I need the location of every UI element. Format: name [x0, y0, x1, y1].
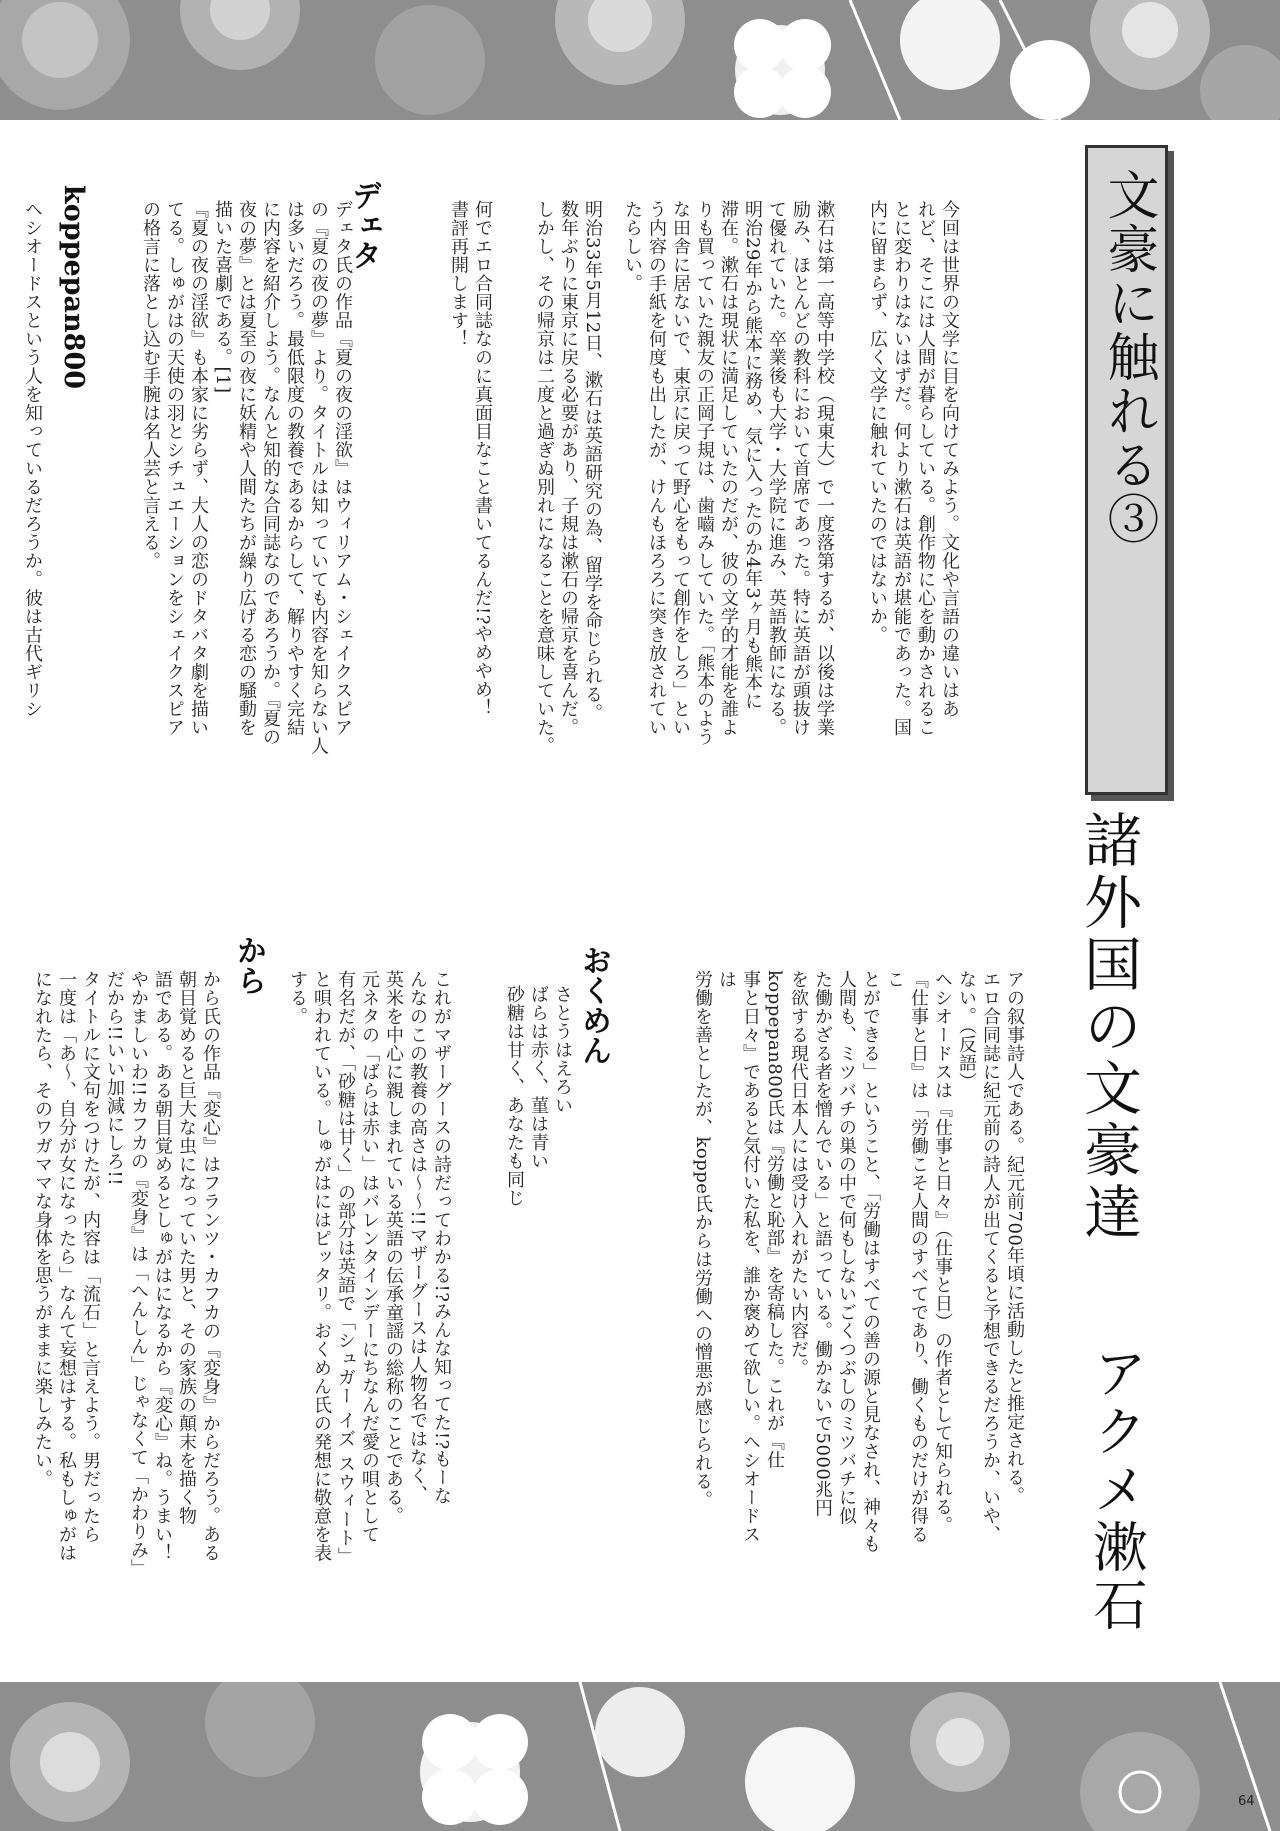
- intro-paragraph: 今回は世界の文学に目を向けてみよう。文化や言語の違いはあ れど、そこには人間が暮らしている。創作物に心を動かされるこ とに変わりはないはずだ。何より漱石は英語が堪能であった。国 内に留まらず、広く文学に触れていたのではないか。: [867, 200, 960, 737]
- soseki-paragraph-2: 明治33年5月12日、漱石は英語研究の為、留学を命じられる。 数年ぶりに東京に戻る必要があり、子規は漱石の帰京を喜んだ。 しかし、その帰京は二度と過ぎぬ別れになることを意味していた。: [534, 200, 603, 755]
- soseki-paragraph-1: 漱石は第一高等中学校（現東大）で一度落第するが、以後は学業 励み、ほとんどの教科において首席であった。特に英語が頭抜け て優れていた。卒業後も大学・大学院に進み、英語教師になる。 明治29年から熊本に務め、気に入ったのか4年3ヶ月も熊本に 滞在。漱石は現状に満足していたのだが、彼の文学的才能を誰よ りも買っていた親友の正岡子規は、歯嚙みしていた。「熊本のよう な田舎に居ないで、東京に戻って野心をもって創作をしろ」とい う内容の手紙を何度も出したが、けんもほろろに突き放されてい たらしい。: [622, 200, 835, 746]
- heading-okumen: おくめん: [576, 945, 611, 1065]
- page-number: 64: [1238, 1794, 1255, 1809]
- heading-deta: デェタ: [346, 180, 381, 270]
- soseki-paragraph-3: 何でエロ合同誌なのに真面目なこと書いてるんだ!?やめやめ！ 書評再開します！: [448, 200, 493, 718]
- okumen-poem: さとうはえろい ばらは赤く、菫は青い 砂糖は甘く、あなたも同じ: [504, 985, 573, 1207]
- heading-koppepan800: koppepan800: [58, 185, 89, 390]
- heading-kara: から: [231, 935, 266, 995]
- okumen-review: これがマザーグースの詩だってわかる!?みんな知ってた!?もーな んなのこの教養の高さは〜〜!!マザーグースは人物名ではなく、 英米を中心に親しまれている英語の伝承童謡の総称のことである。 元ネタの「ばらは赤い」はバレンタインデーにちなんだ愛の唄として 有名だが、「砂糖は甘く」の部分は英語で「シュガー イズ スウィート」 と唄われている。しゅがはにはピッタリ。おくめん氏の発想に敬意を表 する。: [287, 970, 452, 1566]
- deta-review: デェタ氏の作品『夏の夜の淫欲』はウィリアム・シェイクスピア の『夏の夜の夢』より。タイトルは知っていても内容を知らない人 は多いだろう。最低限度の教養であるからして、解りやすく完結 に内容を紹介しよう。なんと知的な合同誌なのであろうか。『夏の 夜の夢』とは夏至の夜に妖精や人間たちが繰り広げる恋の騒動を 描いた喜劇である。[1] 『夏の夜の淫欲』も本家に劣らず、大人の恋のドタバタ劇を描い てる。しゅがはの天使の羽とシチュエーションをシェイクスピア の格言に落とし込む手腕は名人芸と言える。: [140, 200, 353, 755]
- koppepan800-review-start: ヘシオードスという人を知っているだろうか。彼は古代ギリシ: [22, 200, 43, 718]
- kara-review: から氏の作品『変心』はフランツ・カフカの『変身』からだろう。ある 朝目覚めると巨大な虫になっていた男と、その家族の顛末を描く物 語である。ある朝目覚めるとしゅがはになるから『変心』ね。うまい！ やかましいわ!!カフカの『変身』は「へんしん」じゃなくて「かわりみ」 だから!!いい加減にしろ!! タイトルに文句をつけたが、内容は「流石」と言えよう。男だったら 一度は「あ〜、自分が女になったら」なんて妄想はする。私もしゅがは になれたら、そのワガママな身体を思うがままに楽しみたい。: [32, 970, 221, 1578]
- author-name: アクメ漱石: [1085, 1345, 1148, 1635]
- floral-pattern-top: [0, 0, 1280, 120]
- top-floral-band: [0, 0, 1280, 120]
- series-title: 文豪に触れる③: [1098, 168, 1158, 546]
- bottom-floral-band: [0, 1682, 1280, 1831]
- article-title: 諸外国の文豪達: [1074, 810, 1142, 1244]
- series-title-box: [1085, 145, 1168, 795]
- floral-pattern-bottom: [0, 1682, 1280, 1831]
- koppepan800-review-cont: アの叙事詩人である。紀元前700年頃に活動したと推定される。 エロ合同誌に紀元前の詩人が出てくると予想できるだろうか、いや、 ない。（反語） ヘシオードスは『仕事と日々』（仕事と日）の作者として知られる。 『仕事と日』は「労働こそ人間のすべてであり、働くものだけが得るこ とができる」ということ、「労働はすべての善の源と見なされ、神々も 人間も、ミツバチの巣の中で何もしないごくつぶしのミツバチに似 た働かざる者を憎んでいる」と語っている。働かないで5000兆円 を欲する現代日本人には受け入れがたい内容だ。 koppepan800氏は『労働と恥部』を寄稿した。これが『仕 事と日々』であると気付いた私を、誰か褒めて欲しい。ヘシオードスは 労働を善としたが、koppe氏からは労働への憎悪が感じられる。: [692, 970, 1025, 1553]
